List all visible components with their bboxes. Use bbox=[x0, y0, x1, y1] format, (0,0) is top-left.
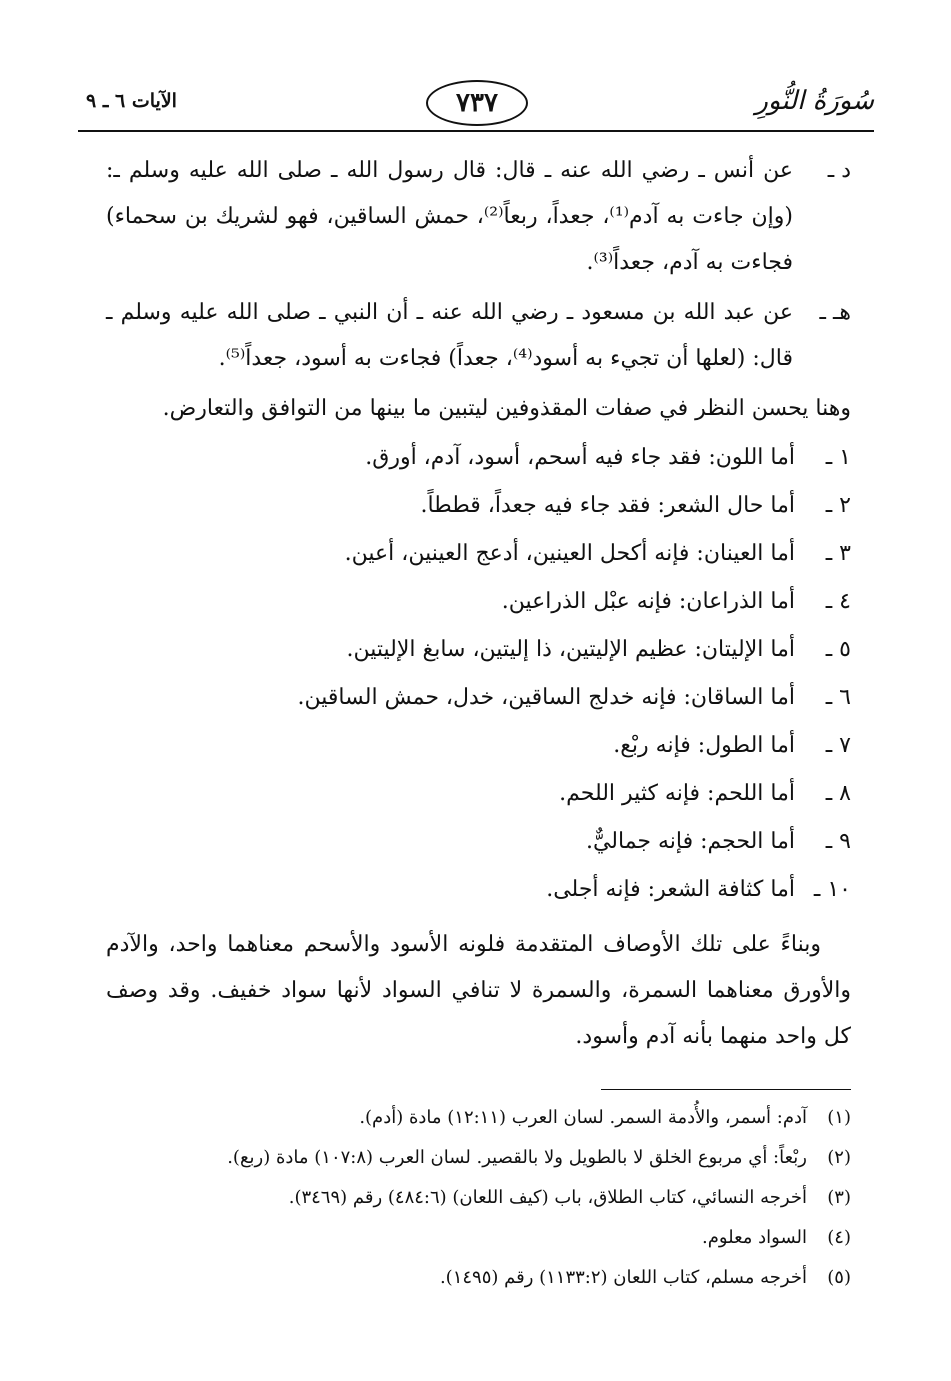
list-item bbox=[106, 770, 851, 818]
item-number: ٤ ـ bbox=[825, 589, 851, 614]
footnote-text: أخرجه النسائي، كتاب الطلاق، باب (كيف اللعان) (٤٨٤:٦) رقم (٣٤٦٩). bbox=[288, 1187, 807, 1208]
item-text: أما الإليتان: عظيم الإليتين، ذا إليتين، سابغ الإليتين. bbox=[346, 637, 795, 662]
hadith-ha bbox=[106, 290, 851, 382]
item-number: ٥ ـ bbox=[825, 637, 851, 662]
item-text: أما الحجم: فإنه جماليٌّ. bbox=[585, 829, 795, 854]
item-number: ٣ ـ bbox=[825, 541, 851, 566]
footnote-number: (٤) bbox=[827, 1227, 851, 1248]
item-text: أما حال الشعر: فقد جاء فيه جعداً، قططاً. bbox=[420, 493, 795, 518]
footnote bbox=[91, 1098, 851, 1138]
hadith-text: عن أنس ـ رضي الله عنه ـ قال: قال رسول الله ـ صلى الله عليه وسلم ـ: (وإن جاءت به آدم⁽¹⁾، جعداً، ربعاً⁽²⁾، حمش الساقين، فهو لشريك بن سحماء) فجاءت به آدم، جعداً⁽³⁾. bbox=[106, 158, 793, 275]
footnote bbox=[91, 1178, 851, 1218]
footnote bbox=[91, 1258, 851, 1298]
list-item bbox=[106, 530, 851, 578]
item-text: أما الذراعان: فإنه عبْل الذراعين. bbox=[501, 589, 795, 614]
footnote-number: (٣) bbox=[827, 1187, 851, 1208]
item-number: ١ ـ bbox=[825, 445, 851, 470]
description-list bbox=[106, 434, 851, 914]
item-number: ٨ ـ bbox=[825, 781, 851, 806]
list-item bbox=[106, 434, 851, 482]
footnote-divider bbox=[601, 1089, 851, 1090]
list-item bbox=[106, 578, 851, 626]
surah-title: سُورَةُ النُّورِ bbox=[755, 86, 874, 116]
list-item bbox=[106, 866, 851, 914]
page-number: ٧٣٧ bbox=[426, 80, 528, 126]
list-item bbox=[106, 482, 851, 530]
item-number: ٧ ـ bbox=[825, 733, 851, 758]
footnote-text: السواد معلوم. bbox=[701, 1227, 807, 1248]
page-header bbox=[78, 86, 874, 126]
header-divider bbox=[78, 130, 874, 132]
main-text bbox=[106, 148, 851, 1060]
item-number: ٢ ـ bbox=[825, 493, 851, 518]
conclusion-paragraph: وبناءً على تلك الأوصاف المتقدمة فلونه الأسود والأسحم معناهما واحد، والآدم والأورق معناهما السمرة، والسمرة لا تنافي السواد لأنها سواد خفيف. وقد وصف كل واحد منهما بأنه آدم وأسود. bbox=[106, 932, 851, 1049]
verses-range: الآيات ٦ ـ ٩ bbox=[86, 90, 177, 112]
hadith-dal bbox=[106, 148, 851, 286]
intro-paragraph: وهنا يحسن النظر في صفات المقذوفين ليتبين ما بينها من التوافق والتعارض. bbox=[162, 396, 851, 421]
hadith-marker: هـ ـ bbox=[819, 300, 851, 325]
footnote-number: (٢) bbox=[827, 1147, 851, 1168]
footnote-text: آدم: أسمر، والأُدمة السمر. لسان العرب (١٢:١١) مادة (أدم). bbox=[359, 1107, 807, 1128]
footnote bbox=[91, 1218, 851, 1258]
item-number: ٩ ـ bbox=[825, 829, 851, 854]
list-item bbox=[106, 818, 851, 866]
item-text: أما العينان: فإنه أكحل العينين، أدعج العينين، أعين. bbox=[344, 541, 795, 566]
item-text: أما اللحم: فإنه كثير اللحم. bbox=[559, 781, 795, 806]
list-item bbox=[106, 722, 851, 770]
footnotes bbox=[91, 1098, 851, 1298]
footnote-text: ربْعاً: أي مربوع الخلق لا بالطويل ولا بالقصير. لسان العرب (١٠٧:٨) مادة (ربع). bbox=[227, 1147, 807, 1168]
hadith-marker: د ـ bbox=[827, 158, 851, 183]
hadith-text: عن عبد الله بن مسعود ـ رضي الله عنه ـ أن النبي ـ صلى الله عليه وسلم ـ قال: (لعلها أن تجيء به أسود⁽⁴⁾، جعداً) فجاءت به أسود، جعداً⁽⁵⁾. bbox=[106, 300, 793, 371]
footnote-number: (٥) bbox=[827, 1267, 851, 1288]
footnote-number: (١) bbox=[827, 1107, 851, 1128]
footnote bbox=[91, 1138, 851, 1178]
item-text: أما اللون: فقد جاء فيه أسحم، أسود، آدم، أورق. bbox=[365, 445, 795, 470]
list-item bbox=[106, 626, 851, 674]
footnote-text: أخرجه مسلم، كتاب اللعان (١١٣٣:٢) رقم (١٤٩٥). bbox=[439, 1267, 807, 1288]
item-text: أما الساقان: فإنه خدلج الساقين، خدل، حمش الساقين. bbox=[297, 685, 795, 710]
item-text: أما كثافة الشعر: فإنه أجلى. bbox=[546, 877, 795, 902]
list-item bbox=[106, 674, 851, 722]
item-number: ٦ ـ bbox=[825, 685, 851, 710]
item-number: ١٠ ـ bbox=[813, 877, 851, 902]
item-text: أما الطول: فإنه ربْع. bbox=[613, 733, 795, 758]
